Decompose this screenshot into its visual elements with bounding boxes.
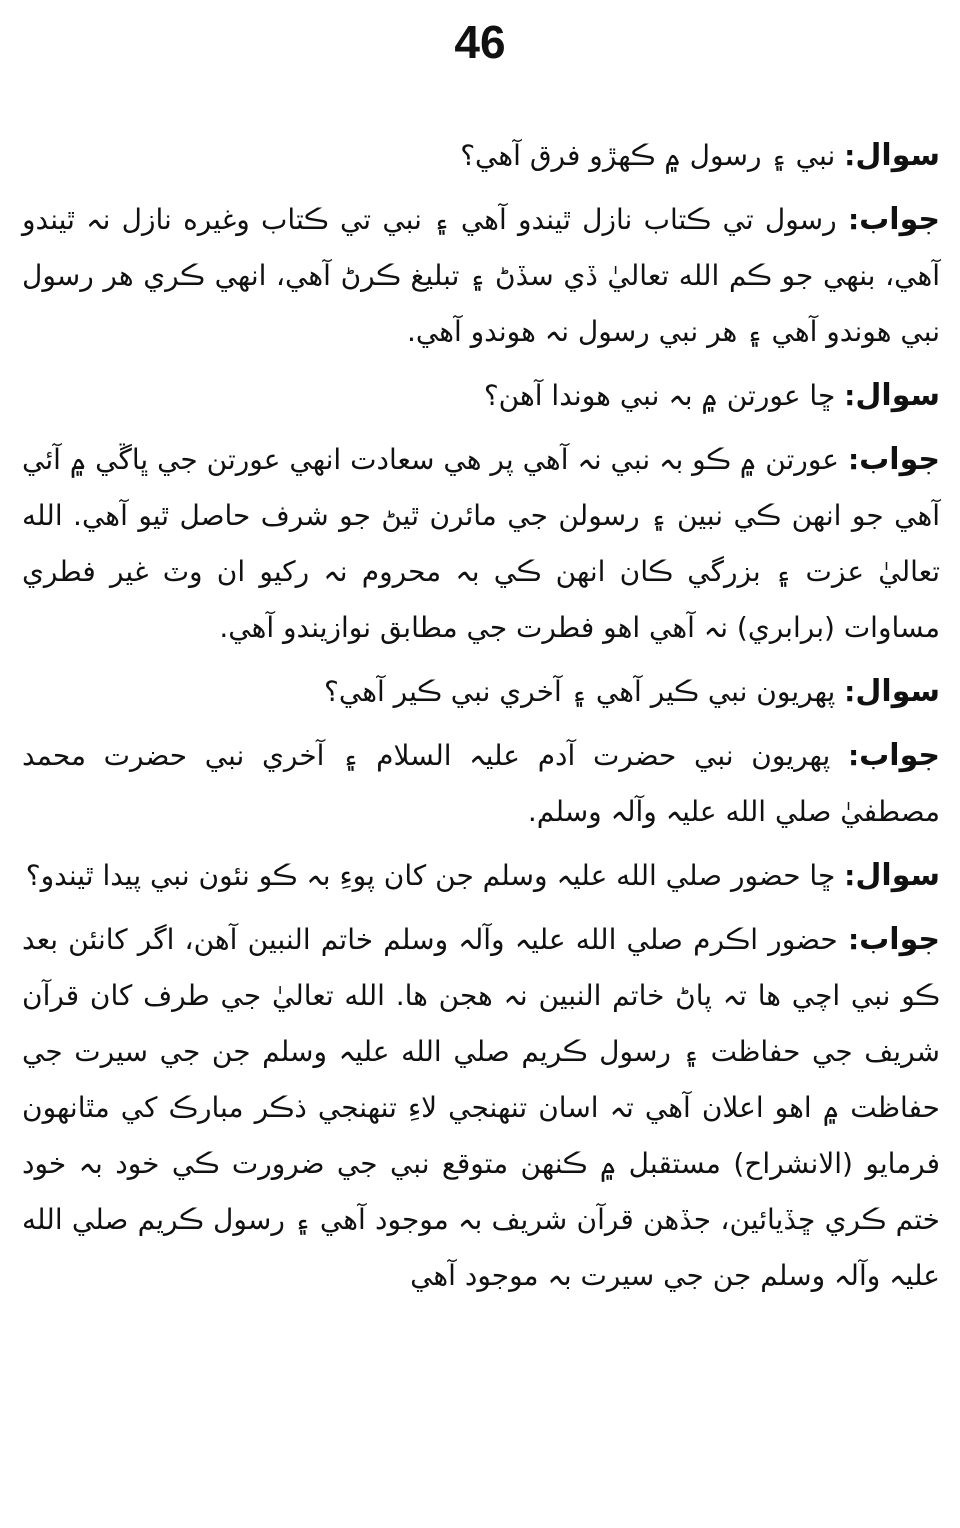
- answer-label: جواب: [859, 922, 941, 957]
- label-separator: :: [847, 203, 860, 236]
- answer-text: پھريون نبي حضرت آدم عليہ السلام ۽ آخري نبي حضرت محمد مصطفيٰ صلي الله عليہ وآلہ وسلم.: [22, 739, 940, 828]
- label-separator: :: [847, 739, 860, 772]
- question-text: پھريون نبي ڪير آھي ۽ آخري نبي ڪير آھي؟: [324, 675, 836, 708]
- answer-paragraph: [22, 192, 940, 360]
- question-text: ڇا عورتن ۾ بہ نبي ھوندا آھن؟: [483, 379, 836, 412]
- answer-label: جواب: [859, 202, 940, 237]
- question-paragraph: [22, 664, 940, 720]
- label-separator: :: [847, 443, 860, 476]
- question-paragraph: [22, 848, 940, 904]
- question-label: سوال: [855, 378, 940, 413]
- answer-paragraph: [22, 432, 940, 656]
- question-paragraph: [22, 368, 940, 424]
- answer-text: عورتن ۾ ڪو بہ نبي نہ آھي پر ھي سعادت انھي عورتن جي ڀاڱي ۾ آئي آھي جو انھن ڪي نبين ۽ رسولن جي مائرن ٿيڻ جو شرف حاصل ٿيو آھي. الله تعاليٰ عزت ۽ بزرگي ڪان انھن ڪي بہ محروم نہ رکيو ان وٽ غير فطري مساوات (برابري) نہ آھي اھو فطرت جي مطابق نوازيندو آھي.: [22, 443, 940, 644]
- question-label: سوال: [855, 138, 940, 173]
- question-label: سوال: [855, 674, 940, 709]
- answer-label: جواب: [859, 738, 940, 773]
- qa-content: [22, 128, 940, 1304]
- question-label: سوال: [855, 858, 940, 893]
- answer-text: رسول تي ڪتاب نازل ٿيندو آھي ۽ نبي تي ڪتاب وغيره نازل نہ ٿيندو آھي، بنھي جو ڪم الله تعاليٰ ڏي سڏڻ ۽ تبليغ ڪرڻ آھي، انھي ڪري ھر رسول نبي ھوندو آھي ۽ ھر نبي رسول نہ ھوندو آھي.: [22, 203, 940, 348]
- page-number: 46: [454, 16, 506, 68]
- answer-label: جواب: [859, 442, 941, 477]
- answer-paragraph: [22, 912, 940, 1304]
- label-separator: :: [847, 923, 860, 956]
- label-separator: :: [844, 859, 856, 892]
- question-paragraph: [22, 128, 940, 184]
- answer-text: حضور اڪرم صلي الله عليہ وآلہ وسلم خاتم النبين آھن، اگر کانئن بعد ڪو نبي اچي ھا تہ پاڻ خاتم النبين نہ ھجن ھا. الله تعاليٰ جي طرف کان قرآن شريف جي حفاظت ۽ رسول ڪريم صلي الله عليہ وسلم جن جي سيرت جي حفاظت ۾ اھو اعلان آھي تہ اسان تنھنجي لاءِ تنھنجي ذڪر مبارڪ کي مٿانھون فرمايو (الانشراح) مستقبل ۾ ڪنھن متوقع نبي جي ضرورت ڪي خود بہ خود ختم ڪري ڇڏيائين، جڏھن قرآن شريف بہ موجود آھي ۽ رسول ڪريم صلي الله عليہ وآلہ وسلم جن جي سيرت بہ موجود آھي: [22, 923, 940, 1292]
- question-text: نبي ۽ رسول ۾ ڪھڙو فرق آھي؟: [460, 139, 836, 172]
- answer-paragraph: [22, 728, 940, 840]
- label-separator: :: [844, 139, 856, 172]
- question-text: ڇا حضور صلي الله عليہ وسلم جن کان پوءِ بہ ڪو نئون نبي پيدا ٿيندو؟: [25, 859, 836, 892]
- label-separator: :: [844, 379, 856, 412]
- label-separator: :: [844, 675, 856, 708]
